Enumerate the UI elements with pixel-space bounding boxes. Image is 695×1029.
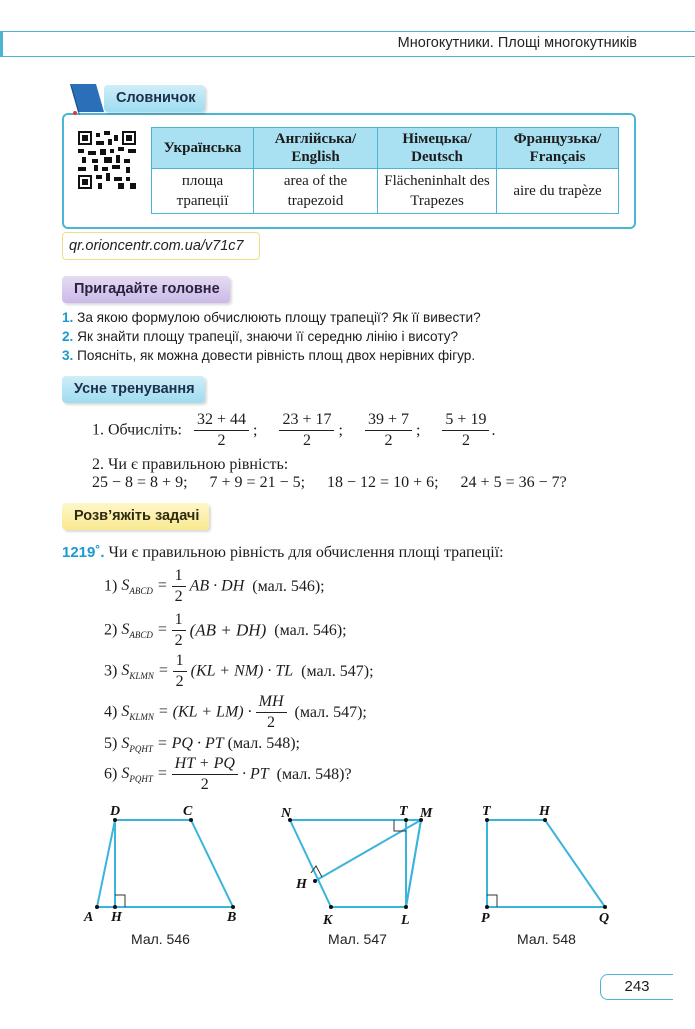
fraction: $\frac{32 + 44}{2}$	[194, 410, 249, 451]
formula-item-1: 1) $S_{ABCD}$ = $\frac{1}{2}$ AB · DH (мал. 546);	[104, 567, 325, 605]
fraction: $\frac{23 + 17}{2}$	[279, 410, 334, 451]
formula-item-2: 2) $S_{ABCD}$ = $\frac{1}{2}$ (AB + DH) (мал. 546);	[104, 611, 347, 649]
label-b: B	[227, 910, 237, 925]
figure-caption: Мал. 547	[328, 931, 387, 947]
glossary-term-german: Flächeninhalt des Trapezes	[378, 169, 497, 214]
label-t: T	[399, 804, 408, 819]
oral-task-2-equalities: 25 − 8 = 8 + 9; 7 + 9 = 21 − 5; 18 − 12 = 10 + 6; 24 + 5 = 36 − 7?	[92, 474, 567, 491]
recall-question: 1. За якою формулою обчислюють площу трапеції? Як її вивести?	[62, 310, 481, 325]
fraction: $\frac{5 + 19}{2}$	[442, 410, 489, 451]
trapezoid-pqht	[487, 820, 605, 907]
formula-item-3: 3) $S_{KLMN}$ = $\frac{1}{2}$ (KL + NM) · TL (мал. 547);	[104, 652, 374, 690]
label-t: T	[482, 804, 491, 819]
fraction: $\frac{39 + 7}{2}$	[365, 410, 412, 451]
solve-label: Розв’яжіть задачі	[62, 503, 209, 530]
formula-item-5: 5) $S_{PQHT}$ = PQ · PT (мал. 548);	[104, 735, 300, 755]
book-icon	[66, 82, 106, 116]
recall-question: 3. Поясніть, як можна довести рівність площ двох нерівних фігур.	[62, 348, 476, 363]
label-m: M	[420, 806, 433, 821]
glossary-header-french: Французька/ Français	[497, 128, 619, 169]
figures-svg	[0, 795, 695, 960]
glossary-header-german: Німецька/ Deutsch	[378, 128, 497, 169]
glossary-header-row	[152, 128, 619, 169]
glossary-header-ukrainian: Українська	[152, 128, 254, 169]
label-p: P	[481, 911, 490, 926]
figure-caption: Мал. 546	[131, 931, 190, 947]
label-a: A	[84, 910, 94, 925]
page-header-title: Многокутники. Площі многокутників	[397, 35, 637, 51]
glossary-term-ukrainian: площа трапеції	[152, 169, 254, 214]
label-h: H	[296, 877, 307, 892]
label-d: D	[110, 804, 121, 819]
glossary-term-row	[152, 169, 619, 214]
label-l: L	[401, 913, 410, 928]
recall-label: Пригадайте головне	[62, 276, 230, 303]
glossary-header-english: Англійська/ English	[254, 128, 378, 169]
oral-task-1: 1. Обчисліть: $\frac{32 + 44}{2}$ ; $\frac{23 + 17}{2}$ ; $\frac{39 + 7}{2}$ ; $\frac{5 + 19}{2}$ .	[92, 411, 496, 449]
label-c: C	[183, 804, 193, 819]
label-h: H	[539, 804, 550, 819]
trapezoid-klmn	[290, 820, 421, 907]
right-angle-mark	[487, 895, 497, 907]
label-n: N	[281, 806, 292, 821]
oral-training-label: Усне тренування	[62, 376, 205, 403]
diagonal-lm	[406, 820, 421, 907]
right-angle-mark	[115, 895, 125, 907]
glossary-table	[151, 127, 619, 214]
formula-item-4: 4) $S_{KLMN} = (KL + LM)$ · $\frac{MH}{2}$ (мал. 547);	[104, 693, 367, 731]
recall-question: 2. Як знайти площу трапеції, знаючи її середню лінію і висоту?	[62, 329, 459, 344]
qr-code-icon	[78, 131, 136, 189]
problem-1219: 1219˚. Чи є правильною рівність для обчислення площі трапеції:	[62, 544, 504, 561]
trapezoid-abcd	[97, 820, 233, 907]
label-q: Q	[599, 911, 610, 926]
oral-task-2-label: 2. Чи є правильною рівність:	[92, 456, 289, 473]
formula-item-6: 6) $S_{PQHT}$ = $\frac{HT + PQ}{2}$ · PT (мал. 548)?	[104, 755, 352, 793]
glossary-term-english: area of the trapezoid	[254, 169, 378, 214]
glossary-label: Словничок	[104, 85, 205, 112]
label-k: K	[323, 913, 333, 928]
figure-caption: Мал. 548	[517, 931, 576, 947]
glossary-term-french: aire du trapèze	[497, 169, 619, 214]
qr-link[interactable]: qr.orioncentr.com.ua/v71c7	[62, 232, 260, 260]
page-number: 243	[600, 974, 673, 1000]
label-h: H	[111, 910, 122, 925]
